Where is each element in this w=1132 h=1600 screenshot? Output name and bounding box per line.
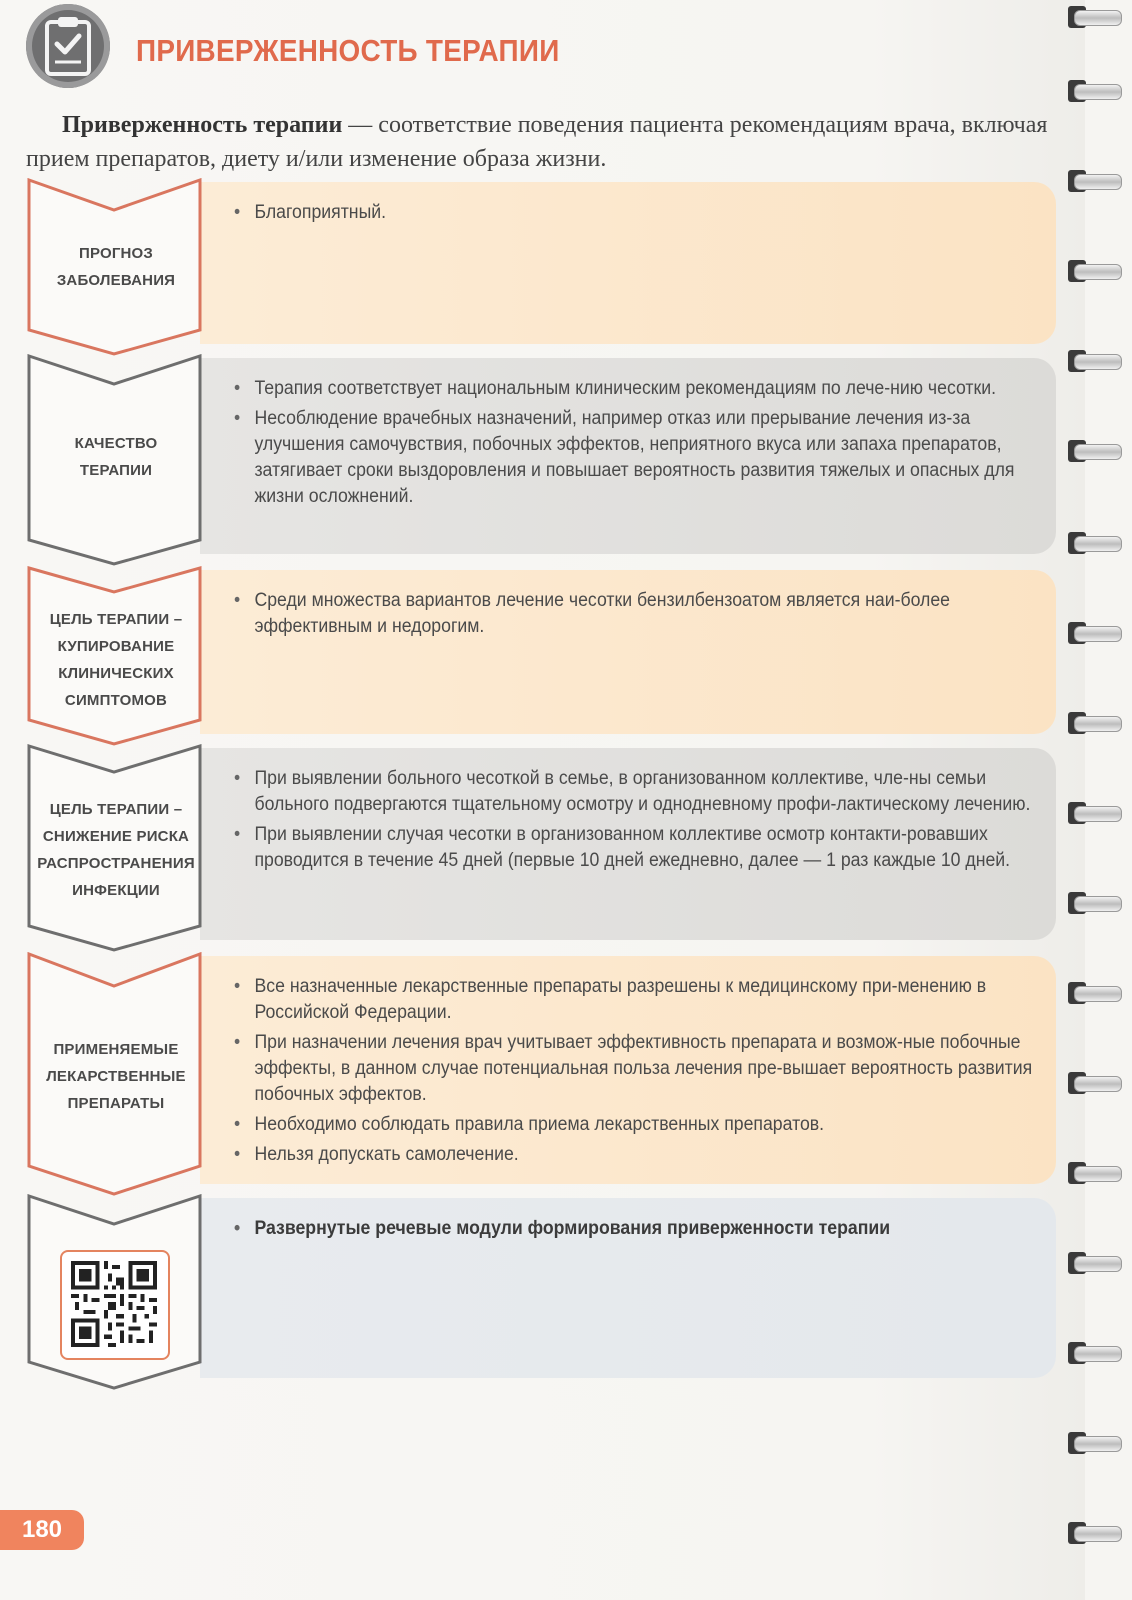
- binding-ring: [1068, 164, 1120, 198]
- binding-ring: [1068, 1426, 1120, 1460]
- qr-code-icon[interactable]: [60, 1250, 170, 1360]
- list-item: • Среди множества вариантов лечение чесотки бензилбензоатом является наи-более эффективным и недорогим.: [234, 588, 1047, 640]
- panel-therapy-quality: [200, 358, 1056, 554]
- panel-prognosis: [200, 182, 1056, 344]
- row-label-medications: ПРИМЕНЯЕМЫЕ ЛЕКАРСТВЕННЫЕ ПРЕПАРАТЫ: [46, 1041, 186, 1112]
- binding-ring: [1068, 796, 1120, 830]
- list-item: • Все назначенные лекарственные препараты разрешены к медицинскому при-менению в Российской Федерации.: [234, 974, 1047, 1026]
- binding-ring: [1068, 526, 1120, 560]
- clipboard-check-icon: [26, 4, 110, 88]
- list-item: • Благоприятный.: [234, 200, 1047, 226]
- binding-ring: [1068, 886, 1120, 920]
- row-goal-symptoms: [26, 566, 1056, 746]
- panel-qr: [200, 1198, 1056, 1378]
- row-goal-spread: [26, 744, 1056, 952]
- row-therapy-quality: [26, 354, 1056, 566]
- page-title: ПРИВЕРЖЕННОСТЬ ТЕРАПИИ: [136, 33, 560, 68]
- row-qr: [26, 1194, 1056, 1390]
- binding-ring: [1068, 1336, 1120, 1370]
- binding-ring: [1068, 706, 1120, 740]
- binding-ring: [1068, 434, 1120, 468]
- binding-ring: [1068, 1066, 1120, 1100]
- intro-paragraph: [26, 108, 1056, 176]
- list-item: • При выявлении случая чесотки в организованном коллективе осмотр контакти-ровавших проводится в течение 45 дней (первые 10 дней ежедневно, далее — 1 раз каждые 10 дней.: [234, 822, 1047, 874]
- panel-goal-symptoms: [200, 570, 1056, 734]
- binding-ring: [1068, 74, 1120, 108]
- intro-term: Приверженность терапии: [62, 112, 343, 138]
- list-item: • Развернутые речевые модули формирования приверженности терапии: [234, 1216, 1047, 1242]
- binding-ring: [1068, 344, 1120, 378]
- panel-medications: [200, 956, 1056, 1184]
- list-item: • При выявлении больного чесоткой в семье, в организованном коллективе, чле-ны семьи больного подвергаются тщательному осмотру и однодневному профи-лактическому лечению.: [234, 766, 1047, 818]
- row-medications: [26, 952, 1056, 1196]
- list-item: • Необходимо соблюдать правила приема лекарственных препаратов.: [234, 1112, 1047, 1138]
- binding-ring: [1068, 254, 1120, 288]
- binding-ring: [1068, 1516, 1120, 1550]
- row-label-therapy-quality: КАЧЕСТВО ТЕРАПИИ: [74, 435, 158, 479]
- list-item: • Несоблюдение врачебных назначений, например отказ или прерывание лечения из-за улучшения самочувствия, побочных эффектов, неприятного вкуса или запаха препаратов, затягивает сроки выздоровления и повышает вероятность развития тяжелых и опасных для жизни осложнений.: [234, 406, 1047, 510]
- intro-definition: — соответствие поведения пациента рекомендациям врача, включая прием препаратов, диету и/или изменение образа жизни.: [26, 112, 1048, 172]
- binding-ring: [1068, 1246, 1120, 1280]
- binding-ring: [1068, 0, 1120, 34]
- row-label-prognosis: ПРОГНОЗ ЗАБОЛЕВАНИЯ: [56, 245, 176, 289]
- binding-ring: [1068, 1156, 1120, 1190]
- list-item: • Нельзя допускать самолечение.: [234, 1142, 1047, 1168]
- binding-ring: [1068, 616, 1120, 650]
- list-item: • Терапия соответствует национальным клиническим рекомендациям по лече-нию чесотки.: [234, 376, 1047, 402]
- row-label-goal-spread: ЦЕЛЬ ТЕРАПИИ – СНИЖЕНИЕ РИСКА РАСПРОСТРАНЕНИЯ ИНФЕКЦИИ: [37, 801, 195, 899]
- list-item: • При назначении лечения врач учитывает эффективность препарата и возмож-ные побочные эффекты, в данном случае потенциальная польза лечения пре-вышает вероятность развития побочных эффектов.: [234, 1030, 1047, 1108]
- panel-goal-spread: [200, 748, 1056, 940]
- binding-ring: [1068, 976, 1120, 1010]
- page-number: 180: [0, 1510, 84, 1550]
- row-prognosis: [26, 178, 1056, 356]
- row-label-goal-symptoms: ЦЕЛЬ ТЕРАПИИ – КУПИРОВАНИЕ КЛИНИЧЕСКИХ СИМПТОМОВ: [49, 611, 183, 709]
